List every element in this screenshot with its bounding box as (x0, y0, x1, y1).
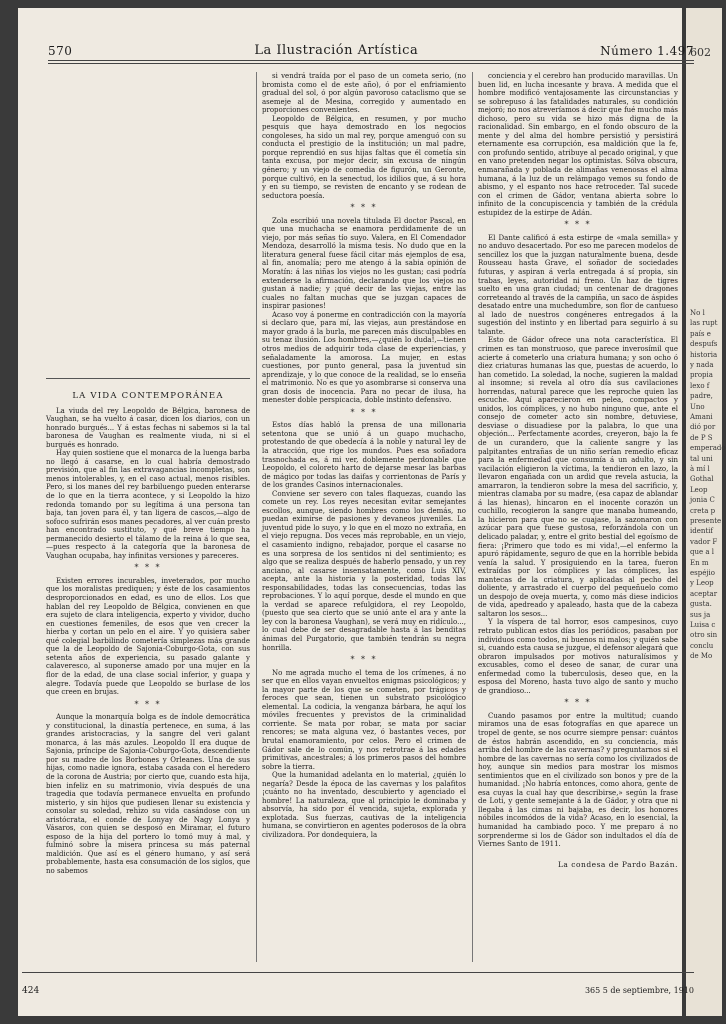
section-rule (46, 378, 250, 379)
separator: * * * (134, 699, 162, 709)
col2-block-4 (262, 669, 466, 840)
next-page-line: que a l (690, 548, 714, 557)
next-page-line: jonia C (690, 496, 715, 505)
separator: * * * (350, 655, 378, 665)
paragraph: Zola escribió una novela titulada El doctor Pascal, en que una muchacha se enamora perdidamente de un viejo, por más señas tío suyo. Valera, en El Comendador Mendoza, desarrolló la misma tesis. No dudo que en la literatura general fuese fácil citar más ejemplos de esa, al fin, anomalía; pero me atengo á la sabia opinión de Moratín: á las niñas los viejos no les gustan; casi podría extenderse la afirmación, declarando que los viejos no gustan á nadie; y ¡qué decir de las viejas, entre las cuales no faltan muchas que se juzgan capaces de inspirar pasiones! (262, 216, 466, 311)
page-footer (22, 986, 694, 996)
col1-block-3 (46, 713, 250, 875)
next-page-line: No l (690, 309, 705, 317)
separator: * * * (350, 203, 378, 213)
paragraph: conciencia y el cerebro han producido maravillas. Un buen lid, en lucha incesante y brava. A medida que el hombre modificó ventajosamente las circunstancias y se sobrepuso á las fatalidades naturales, su condición mejoró; no nos atreveríamos á decir que fué mucho más dichoso, pero su vida se hizo más digna de la racionalidad. Sin embargo, en el fondo obscuro de la mente y del alma del hombre persistió y persistirá eternamente esa corrupción, esa maldición que la fe, con profundo sentido, atribuye al pecado original, y que en vano pretenden negar los optimistas. Sólva obscura, enmarañada y poblada de alimañas venenosas el alma humana, á la luz de un relámpago vemos su fondo de abismo, y el espanto nos hace retroceder. Tal sucede con el crimen de Gádor, ventana abierta sobre lo infinito de la concupiscencia y también de la crédula estupidez de la estirpe de Adán. (478, 72, 678, 217)
next-page-line: Gothal (690, 475, 714, 484)
next-page-line: gusta. (690, 600, 712, 609)
blank-area (46, 70, 250, 370)
col2-block-3 (262, 421, 466, 652)
next-page-line: creta p (690, 506, 716, 515)
col3-block-2 (478, 234, 678, 696)
page-number: 570 (48, 44, 73, 58)
col3-block-1 (478, 72, 678, 217)
next-page-line: y nada (690, 361, 714, 369)
column-rule (472, 72, 473, 962)
next-page-line: y Leop (690, 579, 714, 588)
column-1 (46, 384, 250, 966)
next-page-line: vador F (690, 537, 718, 546)
next-page-line: historia (690, 350, 718, 359)
header-rule (48, 60, 694, 61)
next-page-line: identif (690, 527, 714, 536)
paragraph: Hay quien sostiene que el monarca de la luenga barba no llegó á casarse, en lo cual habría demostrado previsión, que al fin las extravagancias incompletas, son menos intolerables, y, en el caso actual, menos risibles. Pero, si los manes del rey barbiluengo pueden enterarse de lo que en la tierra acontece, y si Leopoldo la hizo redonda tomando por su legítima á una persona tan baja, tan joven para él, y tan ligera de cascos,—algo de sofoco sufrirán esos manes pecadores, al ver cuán presto han encontrado sustituto, y qué breve tiempo ha permanecido desierto el tálamo de la reina á lo que sea,—pues respecto á la categoría que la baronesa de Vaughan ocupaba, hay infinitas versiones y pareceres. (46, 449, 250, 560)
next-page-line: presente (690, 517, 722, 525)
paragraph: Y la víspera de tal horror, esos campesinos, cuyo retrato publican estos días los periódicos, pasaban por individuos como todos, ni buenos ni malos; y quién sabe si, cuando esta causa se juzgue, el defensor alegará que obraron impulsados por motivos naturalísimos y excusables, como el deseo de sanar, de curar una enfermedad como la tuberculosis, deseo que, en la esposa del Moreno, hasta tuvo algo de santo y mucho de grandioso... (478, 618, 678, 695)
paragraph: Estos días habló la prensa de una millonaria setentona que se unió á un guapo muchacho, protestando de que obedecía á la noble y natural ley de la atracción, que rige los mundos. Pues esa soñadora trasnochada es, á mi ver, doblemente perdonable que Leopoldo, el coloreto harto de dejarse mesar las barbas de mágico por todas las daifas y corrientonas de París y de los grandes Casinos internacionales. (262, 421, 466, 490)
paragraph: La viuda del rey Leopoldo de Bélgica, baronesa de Vaughan, se ha vuelto á casar, dicen los diarios, con un honrado burgués... Y á estas fechas ni sabemos si la tal baronesa de Vaughan es realmente viuda, ni si el burgués es honrado. (46, 406, 250, 449)
next-page-line: Luisa c (690, 621, 716, 629)
next-page-line: las rupt (690, 319, 718, 328)
column-3 (478, 72, 678, 966)
next-page-line: despufs (690, 340, 718, 349)
separator: * * * (564, 220, 592, 230)
col1-block-1 (46, 407, 250, 561)
issue-number: Número 1.497 (600, 44, 694, 58)
section-title: LA VIDA CONTEMPORÁNEA (72, 391, 224, 401)
next-page-line: En m (690, 558, 709, 567)
next-page-line: aceptar (690, 589, 718, 598)
separator: * * * (350, 407, 378, 417)
next-page-line: propia (690, 371, 713, 380)
next-page-line: conclu (690, 641, 714, 650)
next-page-line: de Mo (690, 652, 713, 661)
footer-date: 365 5 de septiembre, 1910 (584, 986, 694, 995)
next-page-line: país e (690, 329, 711, 338)
footer-rule (22, 972, 694, 973)
paragraph: Cuando pasamos por entre la multitud; cuando miramos una de esas fotografías en que aparece un tropel de gente, se nos ocurre siempre pensar: cuántos de éstos habrán ascendido, en su conciencia, más arriba del hombre de las cavernas? y preguntarnos si el hombre de las cavernas no sería como los civilizados de hoy, aunque sin medios para mostrar los mismos sentimientos que en el civilizado son bonos y pre de la humanidad. ¡No habría entonces, como ahora, gente de esa cuyas la cual hay que describirse,» según la frase de Loti, y gente semejante á la de Gádor, y otra que ni llegaba á las cimas ni bajaba, es decir, los honores nóbiles incomódos de la vida? Acaso, en lo esencial, la humanidad ha cambiado poco. Y me preparo á no sorprenderme si los de Gádor son indultados el día de Viernes Santo de 1911. (478, 711, 678, 849)
paragraph: Leopoldo de Bélgica, en resumen, y por mucho pesquis que haya demostrado en los negocios congoleses, ha sido un mal rey, porque amenguó con su conducta el prestigio de la institución; un mal padre, porque reprendió en sus hijas faltas que él cometía sin tanta excusa, por mejor decir, sin excusa de ningún género; y un viejo de comedia de figurón, un Geronte, porque cultivó, en la senectud, los idilios que, á su hora y en su tiempo, se revisten de encanto y se rodean de seductora poesía. (262, 114, 466, 200)
next-page-line: sus ja (690, 610, 711, 619)
paragraph: Esto de Gádor ofrece una nota característica. El crimen es tan monstruoso, que parece inverosímil que aciertе á cometerlo una criatura humana; y son ocho ó diez criaturas humanas las que, puestas de acuerdo, lo han cometido. La soledad, la noche, sugieren la maldad al insomne; si revela al otro día sus cavilaciones horrendas, natural parece que les reproche quien las escuche. Aquí aparecieron en pelea, compactos y unidos, los cómplices, y no hubo ninguno que, ante el consejo de cometer acto sin nombre, detuviese, desviase o disuadiese por la palabra, lo que una objeción... Perfectamente acordes, creyeron, bajo la fe de un curandero, que la caliente sangre y las palpitantes entrañas de un niño serían remedio eficaz para la enfermedad que consumía á un adulto, y sin vacilación eligieron la víctima, la tendieron en lazo, la llevaron engañada con un ardid que revela astucia, la amarraron, la tendieron sobre la mesa del sacrificio, y, mientras clamaba por su madre, (esa capaz de ablandar á las hienas), hincaron en el inocente corazón un cuchillo, recogieron la sangre que manaba humeando, la hicieron para que no se cuajase, la sazonaron con azúcar para que fuese gustosa, reforzándola con un delicado paladar, y, entre el grito bestial del egoísmo de fiera: ¡Primero que todo es mi vida!,—el enfermo la apuró rápidamente, seguro de que en la horrible bebida venía la salud. Y prosiguiendo en la tarea, fueron extraídas por los cómplices y las cómplices, las mantecas de la criatura, y aplicadas al pecho del doliente, y arrastrado el cuerpo del pequeñuelo como un despojo de oveja muerta, y, como más diese indicios de vida, apedreado y apaleado, hasta que de la cabeza saltaron los sesos... (478, 336, 678, 618)
next-page-line: espéjio (690, 569, 715, 577)
next-page-line: emperado (690, 444, 726, 453)
paragraph: Aunque la monarquía bolga es de índole democrática y constitucional, la dinastía pertenece, en suma, á las grandes aristocracias, y la sangre del veri galant monarca, á las más azules. Leopoldo II era duque de Sajonia, príncipe de Sajonia-Coburgo-Gota, descendiente por su madre de los Borbones y Orleanes. Una de sus hijas, como nadie ignora, estaba casada con el heredero de la corona de Austria; por cierto que, cuando esta hija, bien infeliz en su matrimonio, vivía después de una tragedia que todavía permanece envuelta en profundo misterio, y sin hijos que pudiesen llenar su existencia y consolar su soledad, rehizo su vida casándose con un aristócrata, el conde de Lonyay de Nagy Lonya y Vásaros, con quien se desposó en Miramar, el futuro esposo de la hija del portero lo tomó muy á mal, y fulminó sobre la misera princesa su más paternal maldición. Que así es el género humano, y así será probablemente, hasta esa consumación de los siglos, que no sabemos (46, 713, 250, 875)
col1-block-2 (46, 577, 250, 697)
next-page-line: Amani (690, 413, 713, 421)
paragraph: Que la humanidad adelanta en lo material, ¿quién lo negaría? Desde la época de las cavernas y los palafitos ¡cuánto no ha inventado, descubierto y agenciado el hombre! La naturaleza, que al principio le dominaba y absorvía, ha sido por él vencida, sujeta, explorada y explotada. Sus fuerzas, cautivas de la inteligencia humana, se convirtieron en agentes poderosos de la obra civilizadora. Por dondequiera, la (262, 771, 466, 840)
next-page-edge (686, 8, 726, 1016)
next-page-line: à mí l (690, 465, 710, 473)
paragraph: Conviene ser severo con tales flaquezas, cuando las comete un rey. Los reyes necesitan evitar semejantes escollos, aunque, siendo hombres como los demás, no puedan eximirse de pasiones y devaneos juveniles. La juventud pide lo suyo, y lo que en el mozo no extraña, en el viejo repugna. Dos veces más reprobable, en un viejo, el casamiento indigno, rebajador, porque el casarse no es una sorpresa de los sentidos ni del sentimiento; es algo que se realiza después de haberlo pensado, y un rey anciano, al casarse insensatamente, como Luis XIV, acepta, ante la historia y la posteridad, todas las responsabilidades, todas las consecuencias, todas las reprobaciones. Y lo aquí porque, desde el mundo en que la verdad se aparece refulgidora, el rey Leopoldo, (puesto que sea cierto que se unió ante el ara y ante la ley con la baronesa Vaughan), se verá muy en ridículo..., lo cual debe de ser desagradable hasta á las benditas ánimas del Purgatorio, que también tendrán su negra honrilla. (262, 489, 466, 652)
separator: * * * (134, 563, 162, 573)
column-rule (256, 72, 257, 962)
next-page-line: tal uni (690, 454, 713, 463)
next-page-number: 602 (690, 46, 711, 59)
paragraph: No me agrada mucho el tema de los crímenes, á no ser que en ellos vayan envueltos enigmas psicológicos; y la mayor parte de los que se cometen, por trágicos y feroces que sean, tienen un substrato psicológico elemental. La codicia, la venganza bárbara, he aquí los móviles frecuentes y previstos de la criminalidad corriente. Se mata por robar, se mata por saciar rencores; se mata alguna vez, ó bastantes veces, por brutal enamoramiento, por celos. Pero el crimen de Gádor sale de lo común, y nos retrotrae á las edades primitivas, ancestrales; á los primeros pasos del hombre sobre la tierra. (262, 668, 466, 771)
next-page-line: otro sin (690, 631, 718, 640)
next-page-line: de P S (690, 433, 713, 442)
publication-title: La Ilustración Artística (254, 43, 419, 58)
next-page-line: Leop (690, 485, 708, 494)
next-page-line: dió por (690, 423, 716, 432)
paragraph: Existen errores incurables, inveterados, por mucho que los moralistas prediquen; y éste de los casamientos desproporcionados en edad, es uno de ellos. Los que hablan del rey Leopoldo de Bélgica, convienen en que era sujeto de clara inteligencia, experto y vividor, ducho en cuestiones femeniles, de esos que ven crecer la hierba y cortan un pelo en el aire. Y yo quisiera saber qué colegial barbilindo cometería simplezas más grande que la de Leopoldo de Sajonia-Coburgo-Gota, con sus setenta años de experiencia, su pasado galante y calaveresco, al suponerse amado por una mujer en la flor de la edad, de una clase social inferior, y guapa y alegre. Todavía puede que Leopoldo se burlase de los que creen en brujas. (46, 576, 250, 697)
footer-left-number: 424 (22, 986, 40, 996)
author-signature: La condesa de Pardo Bazán. (557, 859, 678, 869)
next-page-line: lexo f (690, 381, 710, 390)
paragraph: El Dante calificó á esta estirpe de «mala semilla» y no anduvo desacertado. Por eso me parecen modelos de sencillez los que la juzgan naturalmente buena, desde Rousseau hasta Grave, el soñador de sociedades futuras, y aspiran á verla entregada á sí propia, sin trabas, leyes, autoridad ni freno. Un haz de tigres suelto en una gran ciudad; un centenar de dragones correteando al través de la campiña, un saco de áspides desatado entre una muchedumbre, son flor de cantueso al lado de nuestros congéneres entregados á la sugestión del instinto y en libertad para seguirlo á su talante. (478, 233, 678, 336)
separator: * * * (564, 698, 592, 708)
col3-block-3 (478, 712, 678, 849)
col2-block-1 (262, 72, 466, 200)
column-2 (262, 72, 466, 966)
header-rule-2 (48, 63, 694, 64)
next-page-line: padre, (690, 392, 713, 401)
next-page-line: Uno (690, 402, 705, 411)
paragraph: Acaso voy á ponerme en contradicción con la mayoría si declaro que, para mí, las viejas, aun prestándose en mayor grado á la burla, me parecen más disculpables en su tenaz ilusión. Los hombres,—¿quién lo duda!,—tienen otros medios de adquirir toda clase de experiencias, y señaladamente la amorosa. La mujer, en estas cuestiones, por punto general, pasa la juventud sin aprendizaje, y lo que conoce de la realidad, se lo enseña el matrimonio. No es que yo asombrarse si conserva una gran dosis de inocencia. Para no pecar de ilusa, ha menester doble perspicacia, doble instinto defensivo. (262, 310, 466, 405)
paragraph: si vendrá traída por el paso de un cometa serio, (no bromista como el de este año), ó por el enfriamiento gradual del sol, ó por algún pavoroso cataclismo que se asemeje al de Mesina, corregido y aumentado en proporciones convenientes. (262, 72, 466, 115)
page-header (48, 36, 694, 58)
col2-block-2 (262, 217, 466, 405)
